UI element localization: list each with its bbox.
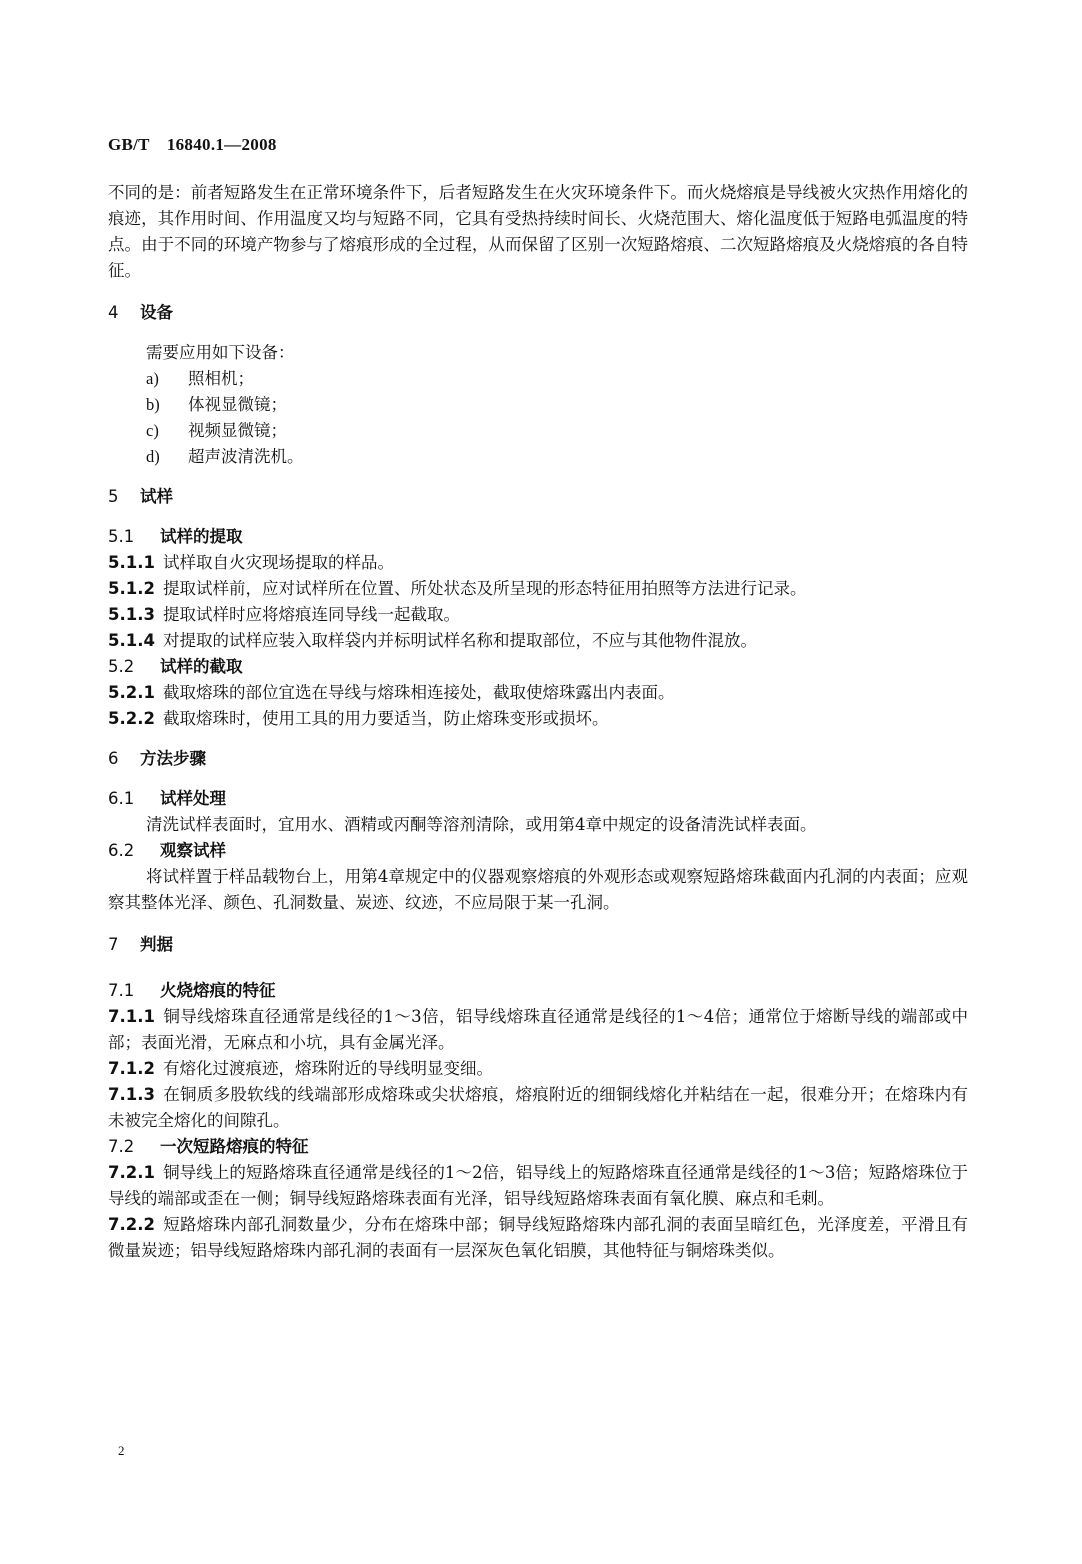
section-number: 4 bbox=[108, 303, 119, 322]
equipment-intro: 需要应用如下设备： bbox=[146, 343, 295, 362]
clause-text: 有熔化过渡痕迹，熔珠附近的导线明显变细。 bbox=[162, 1059, 493, 1078]
subsection-6-1-heading bbox=[108, 786, 968, 812]
list-text: 超声波清洗机。 bbox=[188, 447, 304, 466]
clause-5-1-2 bbox=[108, 576, 968, 602]
clause-number: 5.1.2 bbox=[108, 579, 155, 598]
section-4-heading bbox=[108, 300, 968, 326]
clause-number: 5.1.1 bbox=[108, 553, 155, 572]
list-mark: c) bbox=[146, 421, 159, 440]
list-mark: a) bbox=[146, 369, 159, 388]
clause-7-2-2 bbox=[108, 1212, 968, 1264]
page-content bbox=[108, 180, 968, 1264]
subsection-title: 试样的提取 bbox=[160, 527, 243, 546]
list-item bbox=[108, 392, 968, 418]
clause-7-1-3 bbox=[108, 1082, 968, 1134]
clause-7-2-1 bbox=[108, 1160, 968, 1212]
subsection-number: 6.1 bbox=[108, 789, 135, 808]
sample-treatment-text: 清洗试样表面时，宜用水、酒精或丙酮等溶剂清除，或用第4章中规定的设备清洗试样表面。 bbox=[146, 815, 817, 834]
clause-text: 截取熔珠时，使用工具的用力要适当，防止熔珠变形或损坏。 bbox=[162, 709, 609, 728]
subsection-title: 火烧熔痕的特征 bbox=[160, 981, 276, 1000]
section-title: 判据 bbox=[140, 935, 173, 954]
subsection-title: 试样处理 bbox=[160, 789, 226, 808]
section-number: 7 bbox=[108, 935, 119, 954]
clause-5-1-4 bbox=[108, 628, 968, 654]
section-title: 方法步骤 bbox=[140, 749, 206, 768]
clause-text: 在铜质多股软线的线端部形成熔珠或尖状熔痕，熔痕附近的细铜线熔化并粘结在一起，很难分开；在熔珠内有未被完全熔化的间隙孔。 bbox=[108, 1085, 968, 1130]
subsection-7-2-heading bbox=[108, 1134, 968, 1160]
list-text: 体视显微镜； bbox=[188, 395, 287, 414]
list-item bbox=[108, 444, 968, 470]
intro-paragraph: 不同的是：前者短路发生在正常环境条件下，后者短路发生在火灾环境条件下。而火烧熔痕是导线被火灾热作用熔化的痕迹，其作用时间、作用温度又均与短路不同，它具有受热持续时间长、火烧范围大、熔化温度低于短路电弧温度的特点。由于不同的环境产物参与了熔痕形成的全过程，从而保留了区别一次短路熔痕、二次短路熔痕及火烧熔痕的各自特征。 bbox=[108, 183, 968, 280]
subsection-number: 7.2 bbox=[108, 1137, 135, 1156]
subsection-title: 一次短路熔痕的特征 bbox=[160, 1137, 309, 1156]
clause-text: 铜导线上的短路熔珠直径通常是线径的1～2倍，铝导线上的短路熔珠直径通常是线径的1～3倍；短路熔珠位于导线的端部或歪在一侧；铜导线短路熔珠表面有光泽，铝导线短路熔珠表面有氧化膜、麻点和毛刺。 bbox=[108, 1163, 968, 1208]
subsection-title: 观察试样 bbox=[160, 841, 226, 860]
subsection-number: 7.1 bbox=[108, 981, 135, 1000]
clause-number: 7.1.2 bbox=[108, 1059, 155, 1078]
equipment-list bbox=[108, 366, 968, 470]
clause-text: 试样取自火灾现场提取的样品。 bbox=[162, 553, 394, 572]
observe-sample-text: 将试样置于样品载物台上，用第4章规定中的仪器观察熔痕的外观形态或观察短路熔珠截面内孔洞的内表面；应观察其整体光泽、颜色、孔洞数量、炭迹、纹迹，不应局限于某一孔洞。 bbox=[108, 867, 968, 912]
standard-number: GB/T 16840.1—2008 bbox=[108, 135, 277, 154]
clause-text: 铜导线熔珠直径通常是线径的1～3倍，铝导线熔珠直径通常是线径的1～4倍；通常位于熔断导线的端部或中部；表面光滑，无麻点和小坑，具有金属光泽。 bbox=[108, 1007, 968, 1052]
clause-text: 对提取的试样应装入取样袋内并标明试样名称和提取部位，不应与其他物件混放。 bbox=[162, 631, 757, 650]
subsection-6-2-heading bbox=[108, 838, 968, 864]
clause-text: 提取试样前，应对试样所在位置、所处状态及所呈现的形态特征用拍照等方法进行记录。 bbox=[162, 579, 807, 598]
section-number: 5 bbox=[108, 487, 119, 506]
clause-number: 7.2.1 bbox=[108, 1163, 155, 1182]
section-7-heading bbox=[108, 932, 968, 958]
subsection-5-1-heading bbox=[108, 524, 968, 550]
clause-7-1-2 bbox=[108, 1056, 968, 1082]
section-6-heading bbox=[108, 746, 968, 772]
clause-number: 7.2.2 bbox=[108, 1215, 155, 1234]
section-5-heading bbox=[108, 484, 968, 510]
clause-text: 提取试样时应将熔痕连同导线一起截取。 bbox=[162, 605, 460, 624]
section-title: 设备 bbox=[140, 303, 173, 322]
clause-number: 7.1.1 bbox=[108, 1007, 155, 1026]
subsection-5-2-heading bbox=[108, 654, 968, 680]
page-number: 2 bbox=[118, 1443, 125, 1458]
subsection-title: 试样的截取 bbox=[160, 657, 243, 676]
list-text: 照相机； bbox=[188, 369, 254, 388]
subsection-number: 5.1 bbox=[108, 527, 135, 546]
subsection-7-1-heading bbox=[108, 978, 968, 1004]
list-text: 视频显微镜； bbox=[188, 421, 287, 440]
clause-5-1-3 bbox=[108, 602, 968, 628]
clause-text: 截取熔珠的部位宜选在导线与熔珠相连接处，截取使熔珠露出内表面。 bbox=[162, 683, 675, 702]
subsection-number: 6.2 bbox=[108, 841, 135, 860]
clause-number: 5.2.2 bbox=[108, 709, 155, 728]
clause-number: 5.1.3 bbox=[108, 605, 155, 624]
section-title: 试样 bbox=[140, 487, 173, 506]
clause-text: 短路熔珠内部孔洞数量少，分布在熔珠中部；铜导线短路熔珠内部孔洞的表面呈暗红色，光泽度差，平滑且有微量炭迹；铝导线短路熔珠内部孔洞的表面有一层深灰色氧化铝膜，其他特征与铜熔珠类似。 bbox=[108, 1215, 968, 1260]
clause-number: 5.1.4 bbox=[108, 631, 155, 650]
list-mark: b) bbox=[146, 395, 160, 414]
clause-number: 7.1.3 bbox=[108, 1085, 155, 1104]
clause-5-2-2 bbox=[108, 706, 968, 732]
clause-number: 5.2.1 bbox=[108, 683, 155, 702]
list-item bbox=[108, 366, 968, 392]
clause-5-2-1 bbox=[108, 680, 968, 706]
subsection-number: 5.2 bbox=[108, 657, 135, 676]
list-item bbox=[108, 418, 968, 444]
list-mark: d) bbox=[146, 447, 160, 466]
clause-5-1-1 bbox=[108, 550, 968, 576]
clause-7-1-1 bbox=[108, 1004, 968, 1056]
section-number: 6 bbox=[108, 749, 119, 768]
